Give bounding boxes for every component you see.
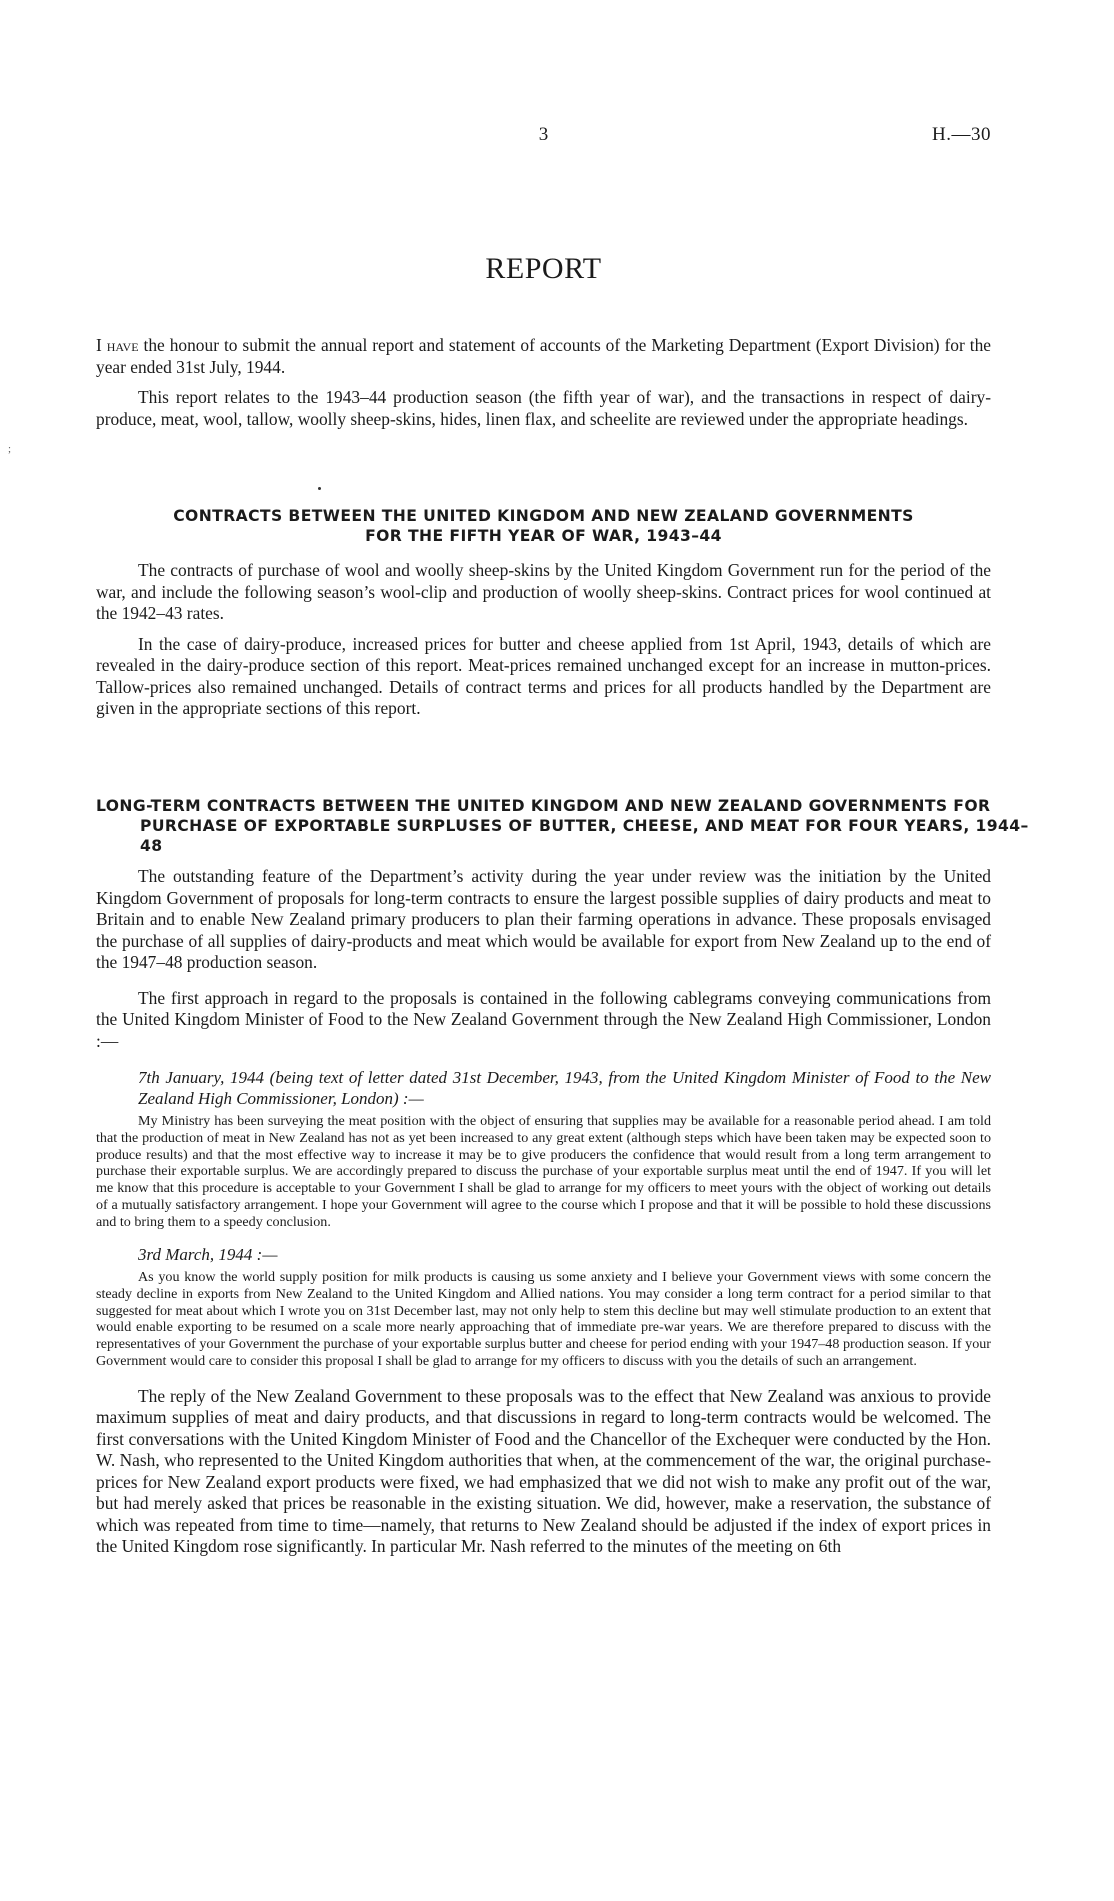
cablegram-1-intro: 7th January, 1944 (being text of letter dated 31st December, 1943, from the United Kingdom Minister of Food to the New Zealand High Commissioner, London) :— [138, 1068, 991, 1108]
section-1-body [96, 560, 991, 720]
margin-mark: ; [8, 443, 12, 455]
section-1-heading-line-1: CONTRACTS BETWEEN THE UNITED KINGDOM AND NEW ZEALAND GOVERNMENTS [173, 507, 914, 525]
cablegram-1-text: My Ministry has been surveying the meat position with the object of ensuring that supplies may be available for a reasonable period ahead. I am told that the production of meat in New Zealand has not as yet been increased to any great extent (although steps which have been taken may be expected soon to produce results) and that the most effective way to increase it may be to give producers the confidence that would result from a long term arrangement to purchase their exportable surplus. We are accordingly prepared to discuss the purchase of your exportable surplus meat until the end of 1947. If you will let me know that this procedure is acceptable to your Government I shall be glad to arrange for my officers to meet yours with the object of working out details of a mutually satisfactory arrangement. I hope your Government will agree to the course which I propose and that it will be possible to hold these discussions and to bring them to a speedy conclusion. [96, 1113, 991, 1230]
running-header [96, 124, 991, 152]
section-1-paragraph-1: The contracts of purchase of wool and woolly sheep-skins by the United Kingdom Government run for the period of the war, and include the following season’s wool-clip and production of woolly sheep-skins. Contract prices for wool continued at the 1942–43 rates. [96, 560, 991, 623]
intro-paragraph-2: This report relates to the 1943–44 production season (the fifth year of war), and the transactions in respect of dairy-produce, meat, wool, tallow, woolly sheep-skins, hides, linen flax, and scheelite are reviewed under the appropriate headings. [96, 387, 991, 429]
document-page [96, 0, 1029, 1901]
intro-lead: I have [96, 335, 139, 355]
section-2-heading: LONG-TERM CONTRACTS BETWEEN THE UNITED KINGDOM AND NEW ZEALAND GOVERNMENTS FOR PURCHASE OF EXPORTABLE SURPLUSES OF BUTTER, CHEESE, AND MEAT FOR FOUR YEARS, 1944–48 [96, 797, 1029, 855]
intro-section [96, 335, 991, 430]
cablegram-2-intro: 3rd March, 1944 :— [138, 1244, 278, 1264]
report-title: REPORT [485, 252, 602, 285]
cablegram-2-text: As you know the world supply position for milk products is causing us some anxiety and I believe your Government views with some concern the steady decline in exports from New Zealand to the United Kingdom and Allied nations. You may consider a long term contract for a period similar to that suggested for meat about which I wrote you on 31st December last, may not only help to stem this decline but may well stimulate production to an extent that would enable exporting to be resumed on a scale more nearly approaching that of immediate pre-war years. We are therefore prepared to discuss with the representatives of your Government the purchase of your exportable surplus butter and cheese for period ending with your 1947–48 production season. If your Government would care to consider this proposal I shall be glad to arrange for my officers to discuss with you the details of such an arrangement. [96, 1269, 991, 1370]
section-2-body [96, 866, 991, 1558]
intro-rest: the honour to submit the annual report and statement of accounts of the Marketing Department (Export Division) for the year ended 31st July, 1944. [96, 335, 992, 377]
document-code: H.—30 [932, 124, 991, 145]
intro-paragraph-1 [96, 335, 991, 378]
section-2-paragraph-3: The reply of the New Zealand Government to these proposals was to the effect that New Zealand was anxious to provide maximum supplies of meat and dairy products, and that discussions in regard to long-term contracts would be welcomed. The first conversations with the United Kingdom Minister of Food and the Chancellor of the Exchequer were conducted by the Hon. W. Nash, who represented to the United Kingdom authorities that when, at the commencement of the war, the original purchase-prices for New Zealand export products were fixed, we had emphasized that we did not wish to make any profit out of the war, but had merely asked that prices be reasonable in the existing situation. We did, however, make a reservation, the substance of which was repeated from time to time—namely, that returns to New Zealand should be adjusted if the index of export prices in the United Kingdom rose significantly. In particular Mr. Nash referred to the minutes of the meeting on 6th [96, 1385, 991, 1557]
section-1-heading-line-2: FOR THE FIFTH YEAR OF WAR, 1943–44 [365, 527, 722, 545]
section-2-paragraph-2: The first approach in regard to the proposals is contained in the following cablegrams conveying communications from the United Kingdom Minister of Food to the New Zealand Government through the New Zealand High Commissioner, London :— [96, 987, 991, 1051]
section-1-paragraph-2: In the case of dairy-produce, increased prices for butter and cheese applied from 1st April, 1943, details of which are revealed in the dairy-produce section of this report. Meat-prices remained unchanged except for an increase in mutton-prices. Tallow-prices also remained unchanged. Details of contract terms and prices for all products handled by the Department are given in the appropriate sections of this report. [96, 633, 991, 718]
page-number: 3 [538, 124, 549, 145]
section-1-heading [96, 506, 991, 546]
section-2-paragraph-1: The outstanding feature of the Department’s activity during the year under review was the initiation by the United Kingdom Government of proposals for long-term contracts to ensure the largest possible supplies of dairy products and meat to Britain and to enable New Zealand primary producers to plan their farming operations in advance. These proposals envisaged the purchase of all supplies of dairy-products and meat which would be available for export from New Zealand up to the end of the 1947–48 production season. [96, 866, 991, 972]
